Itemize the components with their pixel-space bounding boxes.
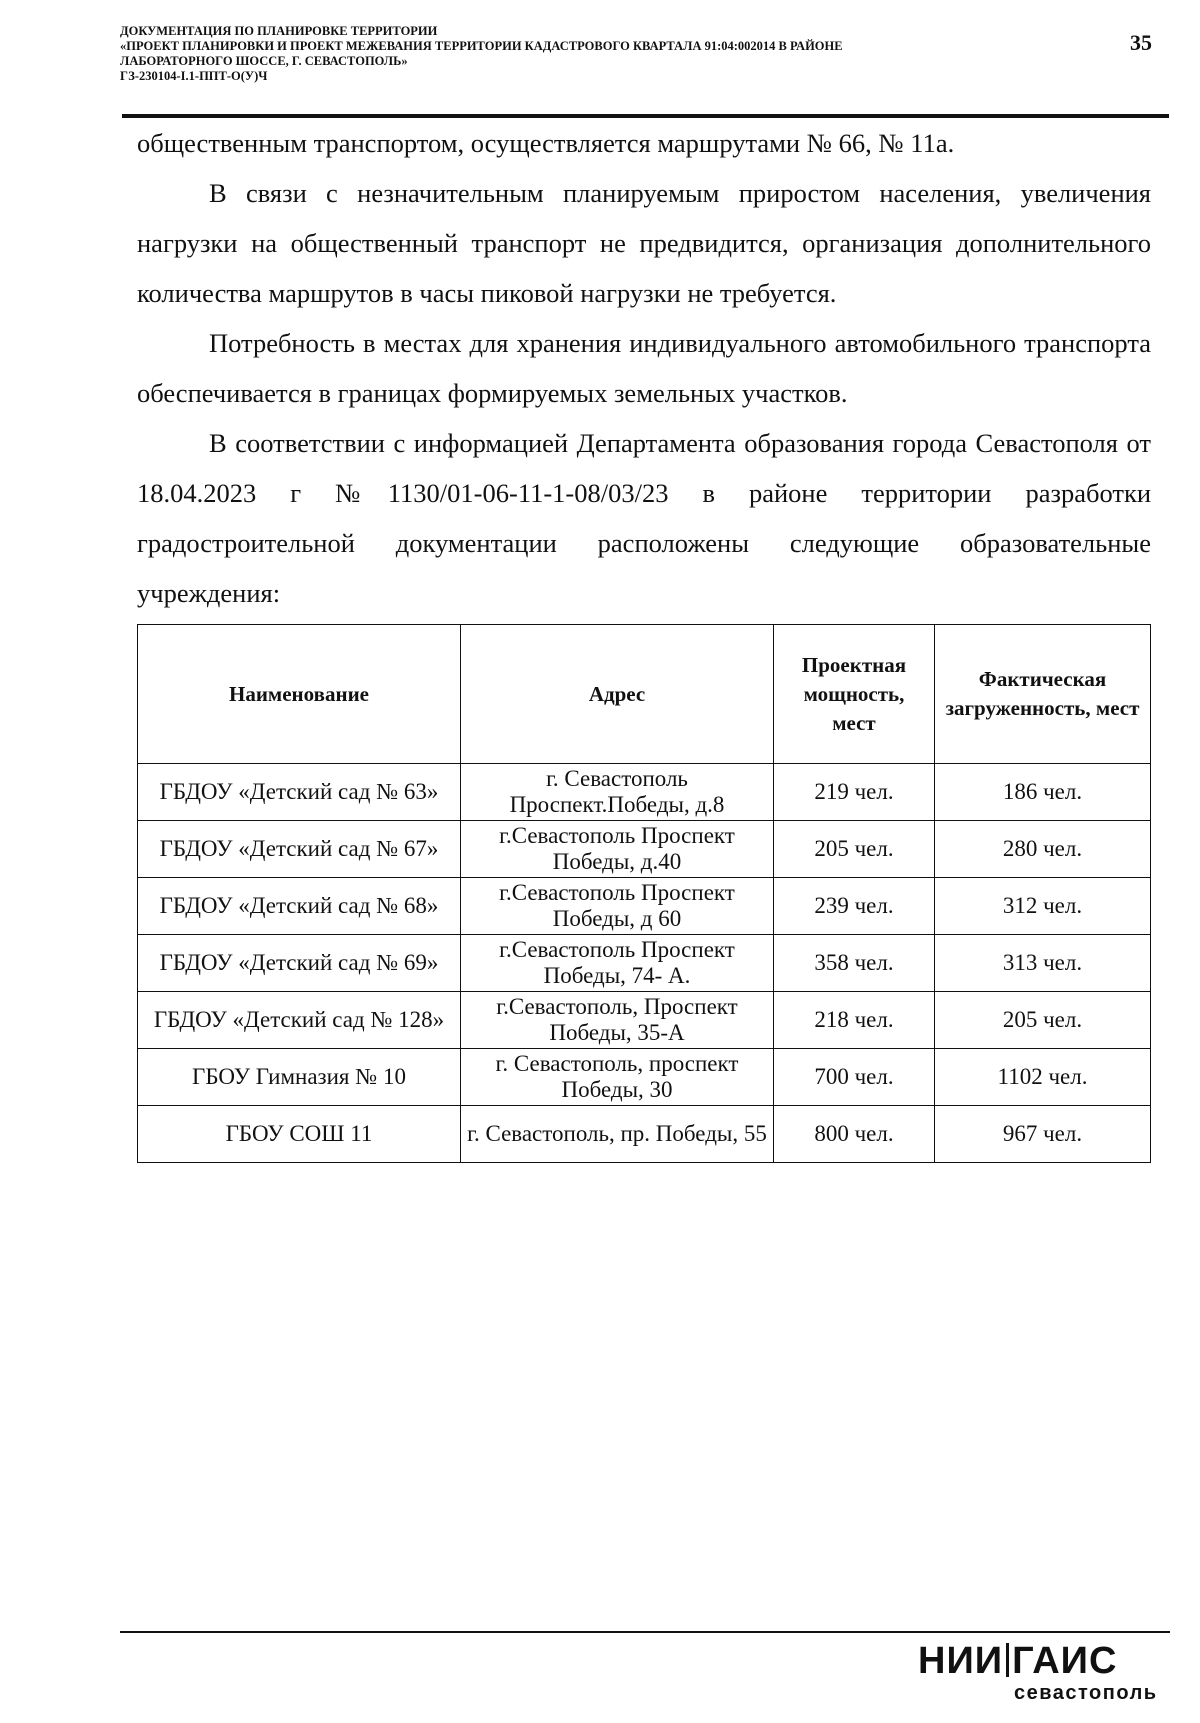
niigais-logo bbox=[918, 1640, 1168, 1710]
paragraph-transport-load: В связи с незначительным планируемым приростом населения, увеличения нагрузки на общественный транспорт не предвидится, организация дополнительного количества маршрутов в часы пиковой нагрузки не требуется. bbox=[137, 178, 1151, 308]
logo-right: ГАИС bbox=[1012, 1640, 1118, 1682]
logo-left: НИИ bbox=[918, 1640, 1004, 1682]
table-row bbox=[138, 935, 1151, 992]
logo-separator bbox=[1006, 1643, 1009, 1677]
cell-name: ГБДОУ «Детский сад № 69» bbox=[138, 935, 461, 992]
logo-city: севастополь bbox=[1014, 1682, 1158, 1704]
header-capacity: Проектная мощность, мест bbox=[774, 625, 935, 764]
cell-name: ГБДОУ «Детский сад № 67» bbox=[138, 821, 461, 878]
cell-load: 312 чел. bbox=[935, 878, 1151, 935]
cell-name: ГБОУ Гимназия № 10 bbox=[138, 1049, 461, 1106]
cell-address: г.Севастополь Проспект Победы, 74- А. bbox=[461, 935, 774, 992]
table-row bbox=[138, 992, 1151, 1049]
footer-divider bbox=[120, 1631, 1170, 1633]
body-text bbox=[137, 118, 1151, 618]
cell-address: г.Севастополь Проспект Победы, д.40 bbox=[461, 821, 774, 878]
cell-name: ГБОУ СОШ 11 bbox=[138, 1106, 461, 1163]
institutions-table bbox=[137, 624, 1151, 1163]
cell-capacity: 219 чел. bbox=[774, 764, 935, 821]
cell-name: ГБДОУ «Детский сад № 63» bbox=[138, 764, 461, 821]
page-number: 35 bbox=[1130, 30, 1152, 55]
header-project-location: ЛАБОРАТОРНОГО ШОССЕ, Г. СЕВАСТОПОЛЬ» bbox=[120, 54, 408, 68]
header-document-code: ГЗ-230104-I.1-ППТ-О(У)Ч bbox=[120, 69, 268, 83]
cell-address: г.Севастополь Проспект Победы, д 60 bbox=[461, 878, 774, 935]
cell-load: 280 чел. bbox=[935, 821, 1151, 878]
cell-load: 205 чел. bbox=[935, 992, 1151, 1049]
table-header-row bbox=[138, 625, 1151, 764]
table-row bbox=[138, 1049, 1151, 1106]
logo-wordmark bbox=[918, 1640, 1117, 1683]
cell-load: 967 чел. bbox=[935, 1106, 1151, 1163]
header-address: Адрес bbox=[461, 625, 774, 764]
cell-name: ГБДОУ «Детский сад № 68» bbox=[138, 878, 461, 935]
header-title: ДОКУМЕНТАЦИЯ ПО ПЛАНИРОВКЕ ТЕРРИТОРИИ bbox=[120, 24, 438, 38]
header-project-name: «ПРОЕКТ ПЛАНИРОВКИ И ПРОЕКТ МЕЖЕВАНИЯ ТЕРРИТОРИИ КАДАСТРОВОГО КВАРТАЛА 91:04:002014 В РАЙОНЕ bbox=[120, 39, 843, 53]
cell-load: 313 чел. bbox=[935, 935, 1151, 992]
table-row bbox=[138, 821, 1151, 878]
paragraph-parking: Потребность в местах для хранения индивидуального автомобильного транспорта обеспечивается в границах формируемых земельных участков. bbox=[137, 328, 1151, 408]
cell-load: 186 чел. bbox=[935, 764, 1151, 821]
table-row bbox=[138, 878, 1151, 935]
paragraph-education: В соответствии с информацией Департамента образования города Севастополя от 18.04.2023 г №1130/01-06-11-1-08/03/23 в районе территории разработки градостроительной документации расположены следующие образовательные учреждения: bbox=[137, 428, 1151, 608]
cell-capacity: 800 чел. bbox=[774, 1106, 935, 1163]
cell-address: г. Севастополь Проспект.Победы, д.8 bbox=[461, 764, 774, 821]
header-load: Фактическая загруженность, мест bbox=[935, 625, 1151, 764]
cell-address: г. Севастополь, проспект Победы, 30 bbox=[461, 1049, 774, 1106]
cell-capacity: 700 чел. bbox=[774, 1049, 935, 1106]
header-name: Наименование bbox=[138, 625, 461, 764]
cell-name: ГБДОУ «Детский сад № 128» bbox=[138, 992, 461, 1049]
cell-capacity: 205 чел. bbox=[774, 821, 935, 878]
cell-capacity: 358 чел. bbox=[774, 935, 935, 992]
cell-capacity: 239 чел. bbox=[774, 878, 935, 935]
cell-load: 1102 чел. bbox=[935, 1049, 1151, 1106]
cell-capacity: 218 чел. bbox=[774, 992, 935, 1049]
table-row bbox=[138, 764, 1151, 821]
paragraph-transport-routes: общественным транспортом, осуществляется маршрутами № 66, № 11а. bbox=[137, 128, 955, 158]
table-row bbox=[138, 1106, 1151, 1163]
document-header bbox=[120, 24, 1080, 84]
cell-address: г.Севастополь, Проспект Победы, 35-А bbox=[461, 992, 774, 1049]
cell-address: г. Севастополь, пр. Победы, 55 bbox=[461, 1106, 774, 1163]
